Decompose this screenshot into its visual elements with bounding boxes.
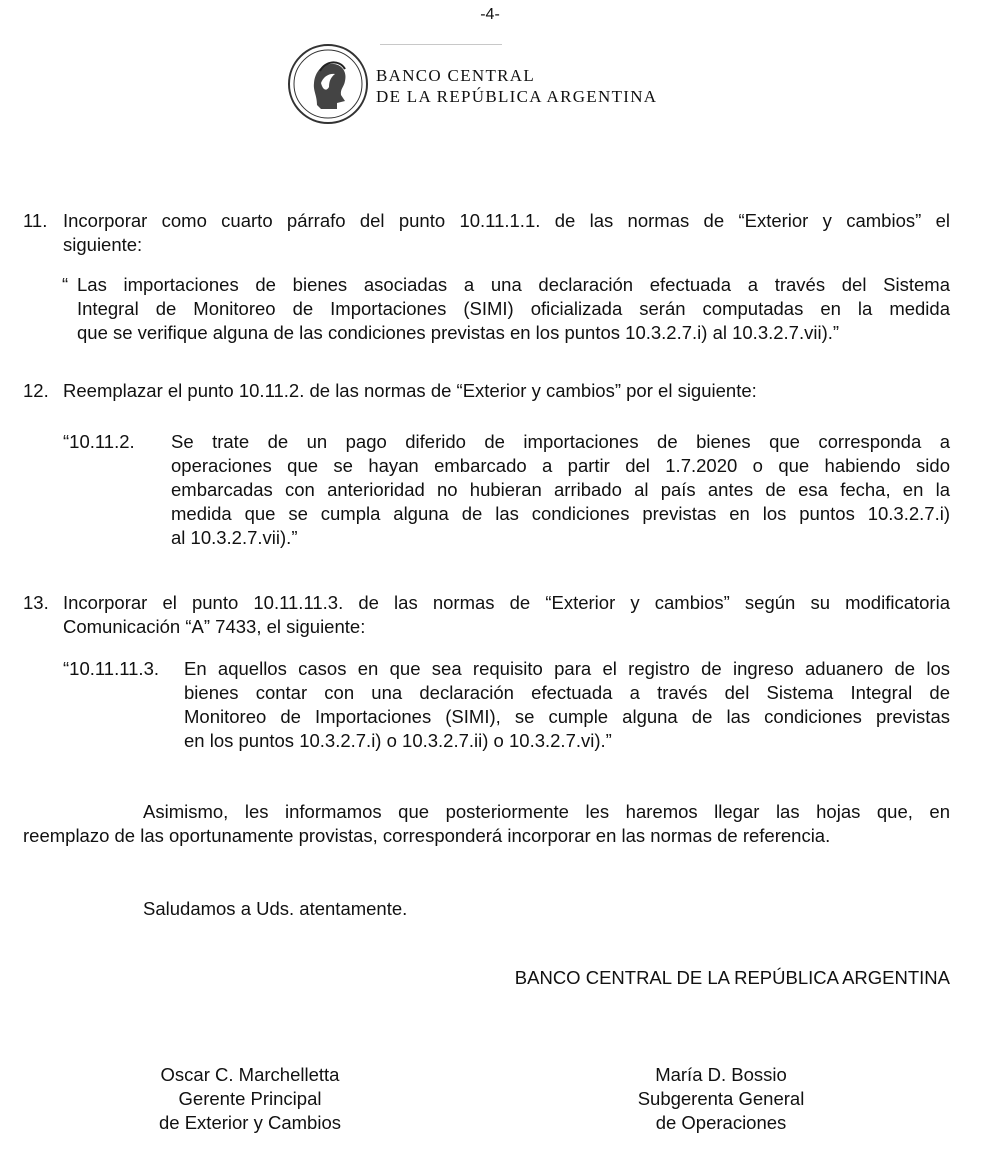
signer-title: de Exterior y Cambios bbox=[159, 1112, 341, 1133]
closing-paragraph: reemplazo de las oportunamente provistas, corresponderá incorporar en las normas de referencia. bbox=[23, 825, 831, 846]
point-text: bienes contar con una declaración efectuada a través del Sistema Integral de bbox=[184, 682, 950, 703]
signer-title: de Operaciones bbox=[655, 1112, 787, 1133]
item-number: 13. bbox=[23, 592, 49, 613]
signer-name: María D. Bossio bbox=[655, 1064, 787, 1085]
quote-open-mark: “ bbox=[62, 274, 69, 295]
point-text: embarcadas con anterioridad no hubieran arribado al país antes de esa fecha, en la bbox=[171, 479, 950, 500]
quote-text: Las importaciones de bienes asociadas a una declaración efectuada a través del Sistema bbox=[77, 274, 950, 295]
quote-text: que se verifique alguna de las condiciones previstas en los puntos 10.3.2.7.i) al 10.3.2.7.vii).” bbox=[77, 322, 840, 343]
signer-title: Subgerenta General bbox=[637, 1088, 805, 1109]
item-number: 12. bbox=[23, 380, 49, 401]
signer-name: Oscar C. Marchelletta bbox=[160, 1064, 340, 1085]
point-text: al 10.3.2.7.vii).” bbox=[171, 527, 298, 548]
signer-title: Gerente Principal bbox=[178, 1088, 322, 1109]
quote-text: Integral de Monitoreo de Importaciones (SIMI) oficializada serán computadas en la medida bbox=[77, 298, 950, 319]
point-code: “10.11.11.3. bbox=[63, 658, 159, 679]
item-text: siguiente: bbox=[63, 234, 143, 255]
signature-block-left bbox=[130, 1063, 370, 1135]
bcra-seal-profile-icon bbox=[287, 43, 369, 125]
closing-paragraph: Asimismo, les informamos que posteriormente les haremos llegar las hojas que, en bbox=[143, 801, 950, 822]
item-number: 11. bbox=[23, 210, 48, 231]
point-text: En aquellos casos en que sea requisito para el registro de ingreso aduanero de los bbox=[184, 658, 950, 679]
point-code: “10.11.2. bbox=[63, 431, 135, 452]
institution-name: BANCO CENTRAL DE LA REPÚBLICA ARGENTINA bbox=[514, 967, 950, 988]
page-number: -4- bbox=[480, 6, 500, 23]
signature-block-right bbox=[601, 1063, 841, 1135]
point-text: Monitoreo de Importaciones (SIMI), se cumple alguna de las condiciones previstas bbox=[184, 706, 950, 727]
item-text: Incorporar el punto 10.11.11.3. de las normas de “Exterior y cambios” según su modificatoria bbox=[63, 592, 950, 613]
item-text: Comunicación “A” 7433, el siguiente: bbox=[63, 616, 366, 637]
greeting: Saludamos a Uds. atentamente. bbox=[143, 898, 408, 919]
point-text: operaciones que se hayan embarcado a partir del 1.7.2020 o que habiendo sido bbox=[171, 455, 950, 476]
point-text: medida que se cumpla alguna de las condiciones previstas en los puntos 10.3.2.7.i) bbox=[171, 503, 950, 524]
bank-name-line1: BANCO CENTRAL bbox=[376, 66, 536, 85]
item-text: Reemplazar el punto 10.11.2. de las normas de “Exterior y cambios” por el siguiente: bbox=[63, 380, 757, 401]
point-text: en los puntos 10.3.2.7.i) o 10.3.2.7.ii) o 10.3.2.7.vi).” bbox=[184, 730, 612, 751]
point-text: Se trate de un pago diferido de importaciones de bienes que corresponda a bbox=[171, 431, 950, 452]
item-text: Incorporar como cuarto párrafo del punto 10.11.1.1. de las normas de “Exterior y cambios” el bbox=[63, 210, 950, 231]
header-divider bbox=[380, 44, 502, 45]
bank-name-line2: DE LA REPÚBLICA ARGENTINA bbox=[376, 87, 658, 106]
